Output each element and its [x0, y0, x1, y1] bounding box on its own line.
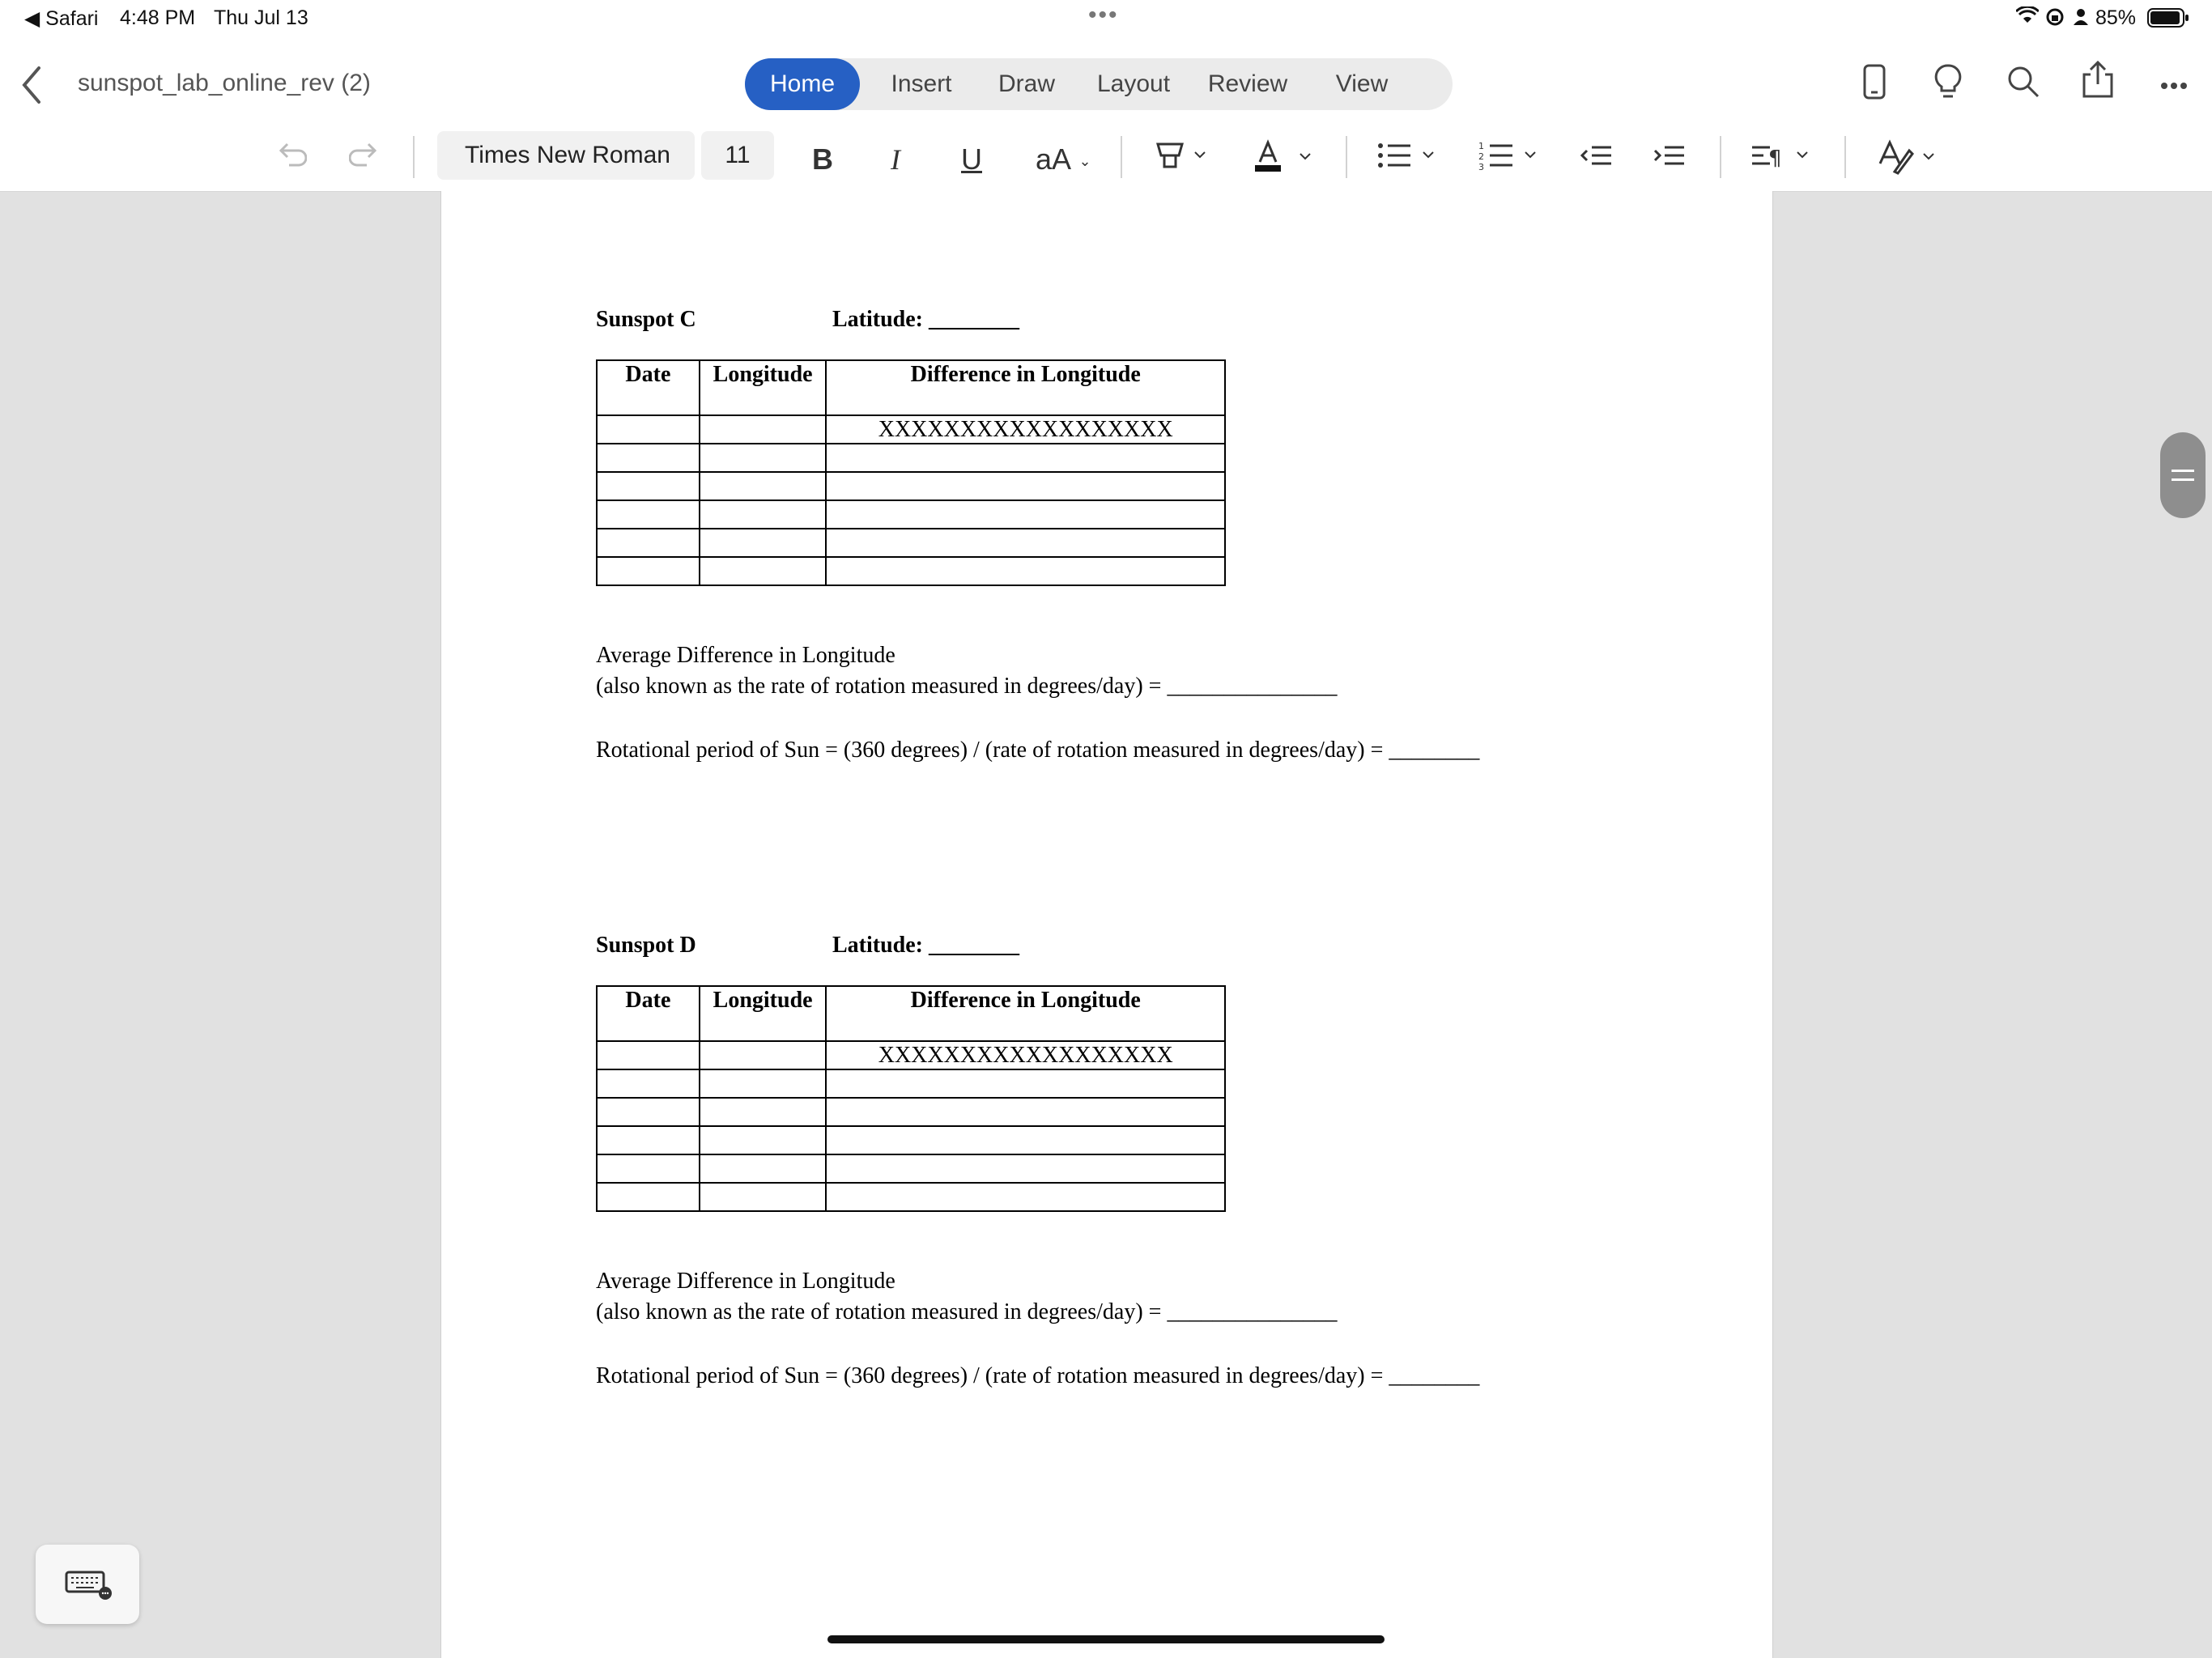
keyboard-button[interactable]: [36, 1545, 139, 1624]
table-cell[interactable]: [597, 1154, 700, 1183]
svg-text:3: 3: [1478, 162, 1484, 172]
table-cell[interactable]: [700, 529, 827, 557]
svg-text:2: 2: [1478, 151, 1484, 162]
table-cell[interactable]: [700, 557, 827, 585]
data-table: [596, 359, 1226, 586]
lightbulb-icon[interactable]: [1933, 63, 1963, 104]
highlighter-icon[interactable]: [1153, 139, 1210, 180]
italic-button[interactable]: I: [891, 143, 900, 176]
tab-review[interactable]: Review: [1207, 70, 1288, 97]
decrease-indent-icon[interactable]: [1579, 139, 1614, 180]
keyboard-icon: [65, 1569, 113, 1605]
table-cell[interactable]: [826, 1154, 1225, 1183]
font-size-adjust-label: aA: [1035, 142, 1072, 176]
average-difference-label: Average Difference in Longitude: [596, 1269, 895, 1294]
rotational-period-line[interactable]: Rotational period of Sun = (360 degrees) / (rate of rotation measured in degrees/day) = ________: [596, 1363, 1480, 1388]
more-icon[interactable]: [2160, 79, 2188, 94]
increase-indent-icon[interactable]: [1652, 139, 1687, 180]
bold-button[interactable]: B: [812, 142, 833, 176]
table-row: [597, 415, 1225, 444]
table-cell[interactable]: [826, 1183, 1225, 1211]
rate-of-rotation-line[interactable]: (also known as the rate of rotation measured in degrees/day) = _______________: [596, 1299, 1338, 1324]
font-color-icon[interactable]: [1252, 139, 1317, 180]
tab-view[interactable]: View: [1335, 70, 1389, 97]
multitask-dots[interactable]: •••: [1088, 2, 1119, 28]
table-row: [597, 1098, 1225, 1126]
column-header: Longitude: [700, 986, 827, 1041]
table-cell[interactable]: [826, 1126, 1225, 1154]
table-cell[interactable]: [597, 557, 700, 585]
column-header: Difference in Longitude: [826, 986, 1225, 1041]
chevron-left-icon[interactable]: [19, 65, 44, 109]
table-cell[interactable]: [700, 1041, 827, 1069]
table-cell[interactable]: [597, 472, 700, 500]
back-to-safari[interactable]: ◀ Safari: [24, 7, 99, 30]
home-indicator[interactable]: [827, 1635, 1385, 1643]
table-header-row: [597, 986, 1225, 1041]
table-cell[interactable]: [826, 444, 1225, 472]
table-row: [597, 557, 1225, 585]
paragraph-format-icon[interactable]: [1750, 139, 1815, 180]
table-row: [597, 529, 1225, 557]
bullet-list-icon[interactable]: [1376, 139, 1441, 180]
table-cell[interactable]: [826, 472, 1225, 500]
font-size-adjust-button[interactable]: [1025, 139, 1082, 180]
table-cell[interactable]: [700, 500, 827, 529]
table-cell[interactable]: [700, 1183, 827, 1211]
status-time: 4:48 PM: [120, 6, 196, 29]
battery-icon: [2147, 8, 2189, 33]
status-date: Thu Jul 13: [214, 6, 308, 29]
scroll-handle[interactable]: [2160, 432, 2206, 518]
table-row: [597, 1069, 1225, 1098]
table-cell[interactable]: [826, 557, 1225, 585]
table-cell[interactable]: [700, 1098, 827, 1126]
battery-percent: 85%: [2095, 6, 2137, 29]
data-table: [596, 985, 1226, 1212]
table-cell[interactable]: [597, 1098, 700, 1126]
toolbar-divider: [1720, 136, 1721, 178]
underline-button[interactable]: U: [961, 142, 982, 176]
table-row: [597, 1041, 1225, 1069]
font-family-selector[interactable]: Times New Roman: [437, 131, 695, 180]
table-cell-crossed: XXXXXXXXXXXXXXXXXX: [826, 415, 1225, 444]
table-cell[interactable]: [597, 1041, 700, 1069]
undo-icon[interactable]: [270, 139, 311, 180]
table-cell[interactable]: [826, 529, 1225, 557]
font-size-selector[interactable]: 11: [701, 131, 774, 180]
search-icon[interactable]: [2006, 65, 2040, 103]
table-cell[interactable]: [700, 1126, 827, 1154]
share-icon[interactable]: [2081, 60, 2115, 103]
table-cell[interactable]: [597, 415, 700, 444]
styles-icon[interactable]: [1877, 139, 1942, 180]
toolbar-divider: [413, 136, 415, 178]
table-row: [597, 1183, 1225, 1211]
toolbar-divider: [1844, 136, 1846, 178]
table-cell[interactable]: [597, 1069, 700, 1098]
table-row: [597, 1126, 1225, 1154]
rotational-period-line[interactable]: Rotational period of Sun = (360 degrees) / (rate of rotation measured in degrees/day) = ________: [596, 738, 1480, 763]
table-cell[interactable]: [597, 1183, 700, 1211]
table-cell-crossed: XXXXXXXXXXXXXXXXXX: [826, 1041, 1225, 1069]
table-cell[interactable]: [597, 500, 700, 529]
svg-text:¶: ¶: [1768, 147, 1782, 171]
table-cell[interactable]: [826, 1069, 1225, 1098]
tab-layout[interactable]: Layout: [1096, 70, 1171, 97]
svg-text:1: 1: [1478, 141, 1484, 151]
document-title[interactable]: sunspot_lab_online_rev (2): [78, 70, 371, 96]
document-page[interactable]: [440, 191, 1773, 1658]
rate-of-rotation-line[interactable]: (also known as the rate of rotation measured in degrees/day) = _______________: [596, 674, 1338, 699]
redo-icon[interactable]: [345, 139, 385, 180]
table-row: [597, 444, 1225, 472]
toolbar-divider: [1121, 136, 1122, 178]
table-header-row: [597, 360, 1225, 415]
column-header: Date: [597, 360, 700, 415]
title-bar: [0, 37, 2212, 130]
table-cell[interactable]: [597, 529, 700, 557]
column-header: Difference in Longitude: [826, 360, 1225, 415]
formatting-toolbar: [0, 130, 2212, 192]
sunspot-heading: Sunspot C: [596, 307, 696, 332]
table-row: [597, 472, 1225, 500]
status-bar: [0, 0, 2212, 37]
latitude-label[interactable]: Latitude: ________: [832, 307, 1019, 332]
phone-view-icon[interactable]: [1862, 63, 1887, 104]
lock-rotation-icon: [2045, 7, 2065, 32]
table-cell[interactable]: [700, 415, 827, 444]
wifi-icon: [2016, 6, 2039, 30]
ribbon-tabs: [745, 58, 1453, 110]
table-cell[interactable]: [700, 444, 827, 472]
sunspot-heading: Sunspot D: [596, 933, 696, 958]
table-row: [597, 500, 1225, 529]
person-icon: [2073, 7, 2089, 32]
average-difference-label: Average Difference in Longitude: [596, 643, 895, 668]
tab-home[interactable]: Home: [745, 58, 860, 110]
chevron-down-icon[interactable]: ⌄: [1078, 153, 1091, 170]
table-cell[interactable]: [826, 1098, 1225, 1126]
table-cell[interactable]: [597, 1126, 700, 1154]
table-row: [597, 1154, 1225, 1183]
column-header: Date: [597, 986, 700, 1041]
column-header: Longitude: [700, 360, 827, 415]
toolbar-divider: [1346, 136, 1347, 178]
table-cell[interactable]: [597, 444, 700, 472]
table-cell[interactable]: [700, 1154, 827, 1183]
latitude-label[interactable]: Latitude: ________: [832, 933, 1019, 958]
table-cell[interactable]: [700, 472, 827, 500]
table-cell[interactable]: [826, 500, 1225, 529]
numbered-list-icon[interactable]: [1478, 139, 1543, 180]
tab-draw[interactable]: Draw: [998, 70, 1055, 97]
tab-insert[interactable]: Insert: [891, 70, 952, 97]
table-cell[interactable]: [700, 1069, 827, 1098]
